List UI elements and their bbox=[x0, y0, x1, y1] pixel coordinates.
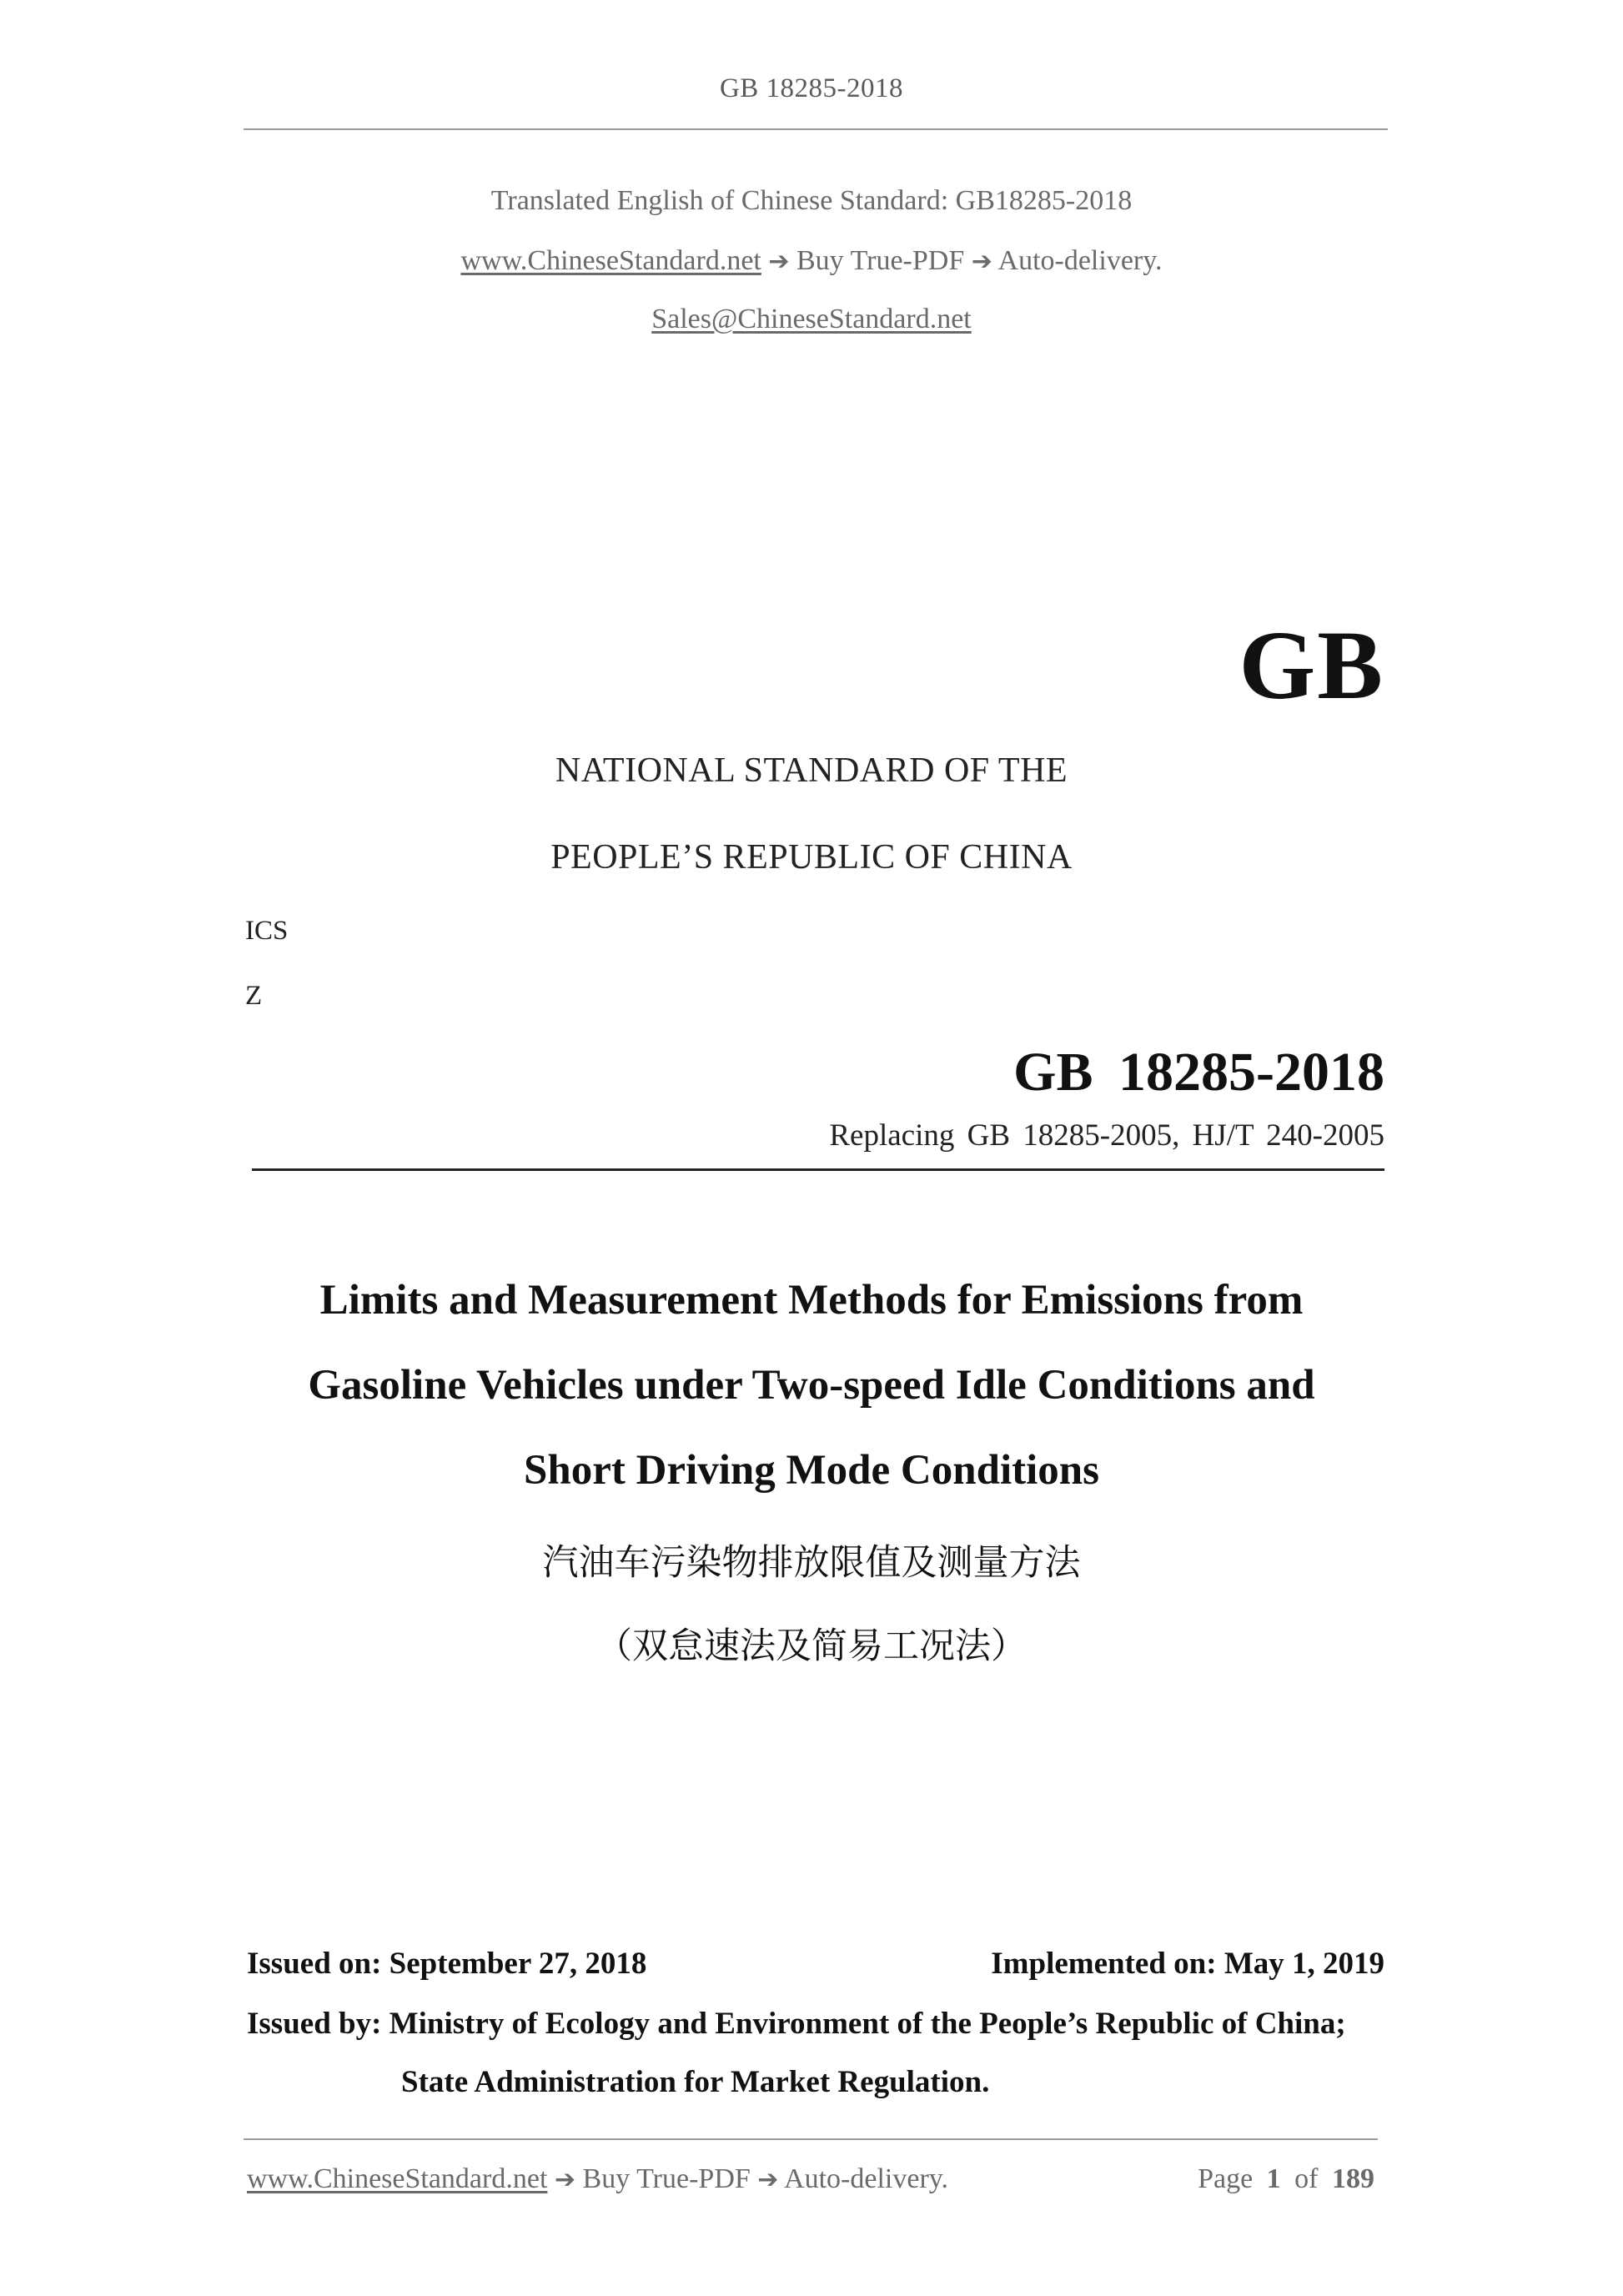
national-line-1: NATIONAL STANDARD OF THE bbox=[555, 751, 1068, 790]
footer-site-link[interactable]: www.ChineseStandard.net bbox=[247, 2163, 548, 2194]
arrow-right-icon: ➔ bbox=[768, 247, 790, 276]
gb-logo: GB bbox=[1239, 610, 1384, 720]
header-title: GB 18285-2018 bbox=[719, 73, 904, 103]
issued-by-line-1: Issued by: Ministry of Ecology and Environment of the People’s Republic of China; bbox=[247, 2007, 1346, 2041]
footer-divider bbox=[244, 2138, 1378, 2140]
standard-number: GB 18285-2018 bbox=[1013, 1042, 1384, 1103]
promo-links-line bbox=[0, 245, 1623, 277]
translated-line: Translated English of Chinese Standard: GB18285-2018 bbox=[490, 185, 1133, 216]
site-link[interactable]: www.ChineseStandard.net bbox=[460, 245, 761, 276]
page-current: 1 bbox=[1266, 2163, 1281, 2194]
footer-buy-text: Buy True-PDF bbox=[582, 2163, 751, 2194]
title-line-3: Short Driving Mode Conditions bbox=[524, 1447, 1099, 1494]
email-link[interactable]: Sales@ChineseStandard.net bbox=[651, 304, 972, 334]
email-line bbox=[0, 304, 1623, 335]
chinese-title-line-1: 汽油车污染物排放限值及测量方法 bbox=[542, 1542, 1081, 1584]
replacing-note: Replacing GB 18285-2005, HJ/T 240-2005 bbox=[829, 1118, 1384, 1153]
delivery-text: Auto-delivery. bbox=[997, 245, 1163, 276]
chinese-title-line-2: （双怠速法及简易工况法） bbox=[596, 1625, 1027, 1667]
arrow-right-icon: ➔ bbox=[554, 2165, 576, 2194]
national-line-2: PEOPLE’S REPUBLIC OF CHINA bbox=[550, 838, 1073, 877]
page-total: 189 bbox=[1332, 2163, 1374, 2194]
footer-links-line bbox=[247, 2163, 948, 2195]
arrow-right-icon: ➔ bbox=[757, 2165, 779, 2194]
implemented-on: Implemented on: May 1, 2019 bbox=[991, 1947, 1384, 1981]
arrow-right-icon: ➔ bbox=[971, 247, 992, 276]
page-label: Page bbox=[1198, 2163, 1254, 2194]
footer-delivery-text: Auto-delivery. bbox=[784, 2163, 949, 2194]
issued-on: Issued on: September 27, 2018 bbox=[247, 1947, 647, 1981]
issued-by-line-2: State Administration for Market Regulation. bbox=[401, 2065, 990, 2099]
page-of: of bbox=[1294, 2163, 1319, 2194]
title-line-2: Gasoline Vehicles under Two-speed Idle Conditions and bbox=[308, 1362, 1315, 1409]
ics-label: ICS bbox=[245, 916, 289, 946]
title-line-1: Limits and Measurement Methods for Emissions from bbox=[319, 1277, 1304, 1324]
buy-text: Buy True-PDF bbox=[796, 245, 965, 276]
z-label: Z bbox=[245, 981, 263, 1011]
header-divider bbox=[244, 128, 1388, 130]
page-indicator bbox=[1198, 2163, 1374, 2195]
title-divider bbox=[252, 1168, 1384, 1171]
